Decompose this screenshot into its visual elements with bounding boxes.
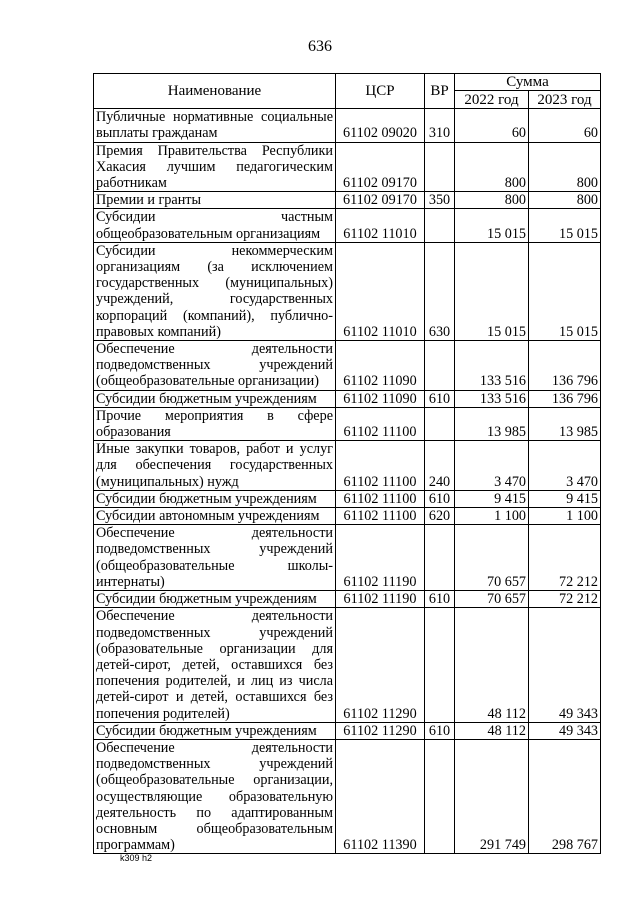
cell-sum-2022: 15 015 [455,242,529,340]
footer-document-code: k309 h2 [120,853,153,863]
cell-vr [425,209,455,242]
budget-table [93,73,601,854]
cell-vr: 610 [425,390,455,407]
table-row [94,591,601,608]
cell-sum-2023: 60 [529,109,601,142]
cell-vr [425,525,455,591]
cell-csr: 61102 11290 [336,722,425,739]
cell-name: Субсидии бюджетным учреждениям [94,390,336,407]
cell-name: Премии и гранты [94,192,336,209]
cell-csr: 61102 11090 [336,341,425,391]
cell-sum-2022: 800 [455,192,529,209]
cell-sum-2022: 133 516 [455,341,529,391]
cell-vr: 240 [425,441,455,491]
cell-vr: 310 [425,109,455,142]
table-row [94,441,601,491]
cell-name: Обеспечение деятельности подведомственных учреждений (общеобразовательные организации, осуществляющие образовательную деятельность по адаптированным основным общеобразовательным программам) [94,739,336,853]
cell-vr: 610 [425,722,455,739]
cell-vr: 350 [425,192,455,209]
table-row [94,390,601,407]
table-row [94,242,601,340]
cell-sum-2022: 1 100 [455,508,529,525]
table-row [94,608,601,722]
cell-name: Субсидии бюджетным учреждениям [94,591,336,608]
table-row [94,739,601,853]
cell-csr: 61102 11010 [336,242,425,340]
cell-name: Субсидии некоммерческим организациям (за исключением государственных (муниципальных) учреждений, государственных корпораций (компаний), публично-правовых компаний) [94,242,336,340]
table-row [94,192,601,209]
cell-vr [425,142,455,192]
cell-name: Публичные нормативные социальные выплаты гражданам [94,109,336,142]
cell-vr [425,341,455,391]
cell-sum-2023: 800 [529,192,601,209]
cell-sum-2022: 60 [455,109,529,142]
cell-sum-2022: 70 657 [455,591,529,608]
cell-csr: 61102 09170 [336,142,425,192]
cell-vr [425,407,455,440]
table-row [94,525,601,591]
cell-name: Субсидии частным общеобразовательным организациям [94,209,336,242]
cell-sum-2023: 15 015 [529,209,601,242]
cell-sum-2022: 48 112 [455,722,529,739]
cell-name: Субсидии бюджетным учреждениям [94,722,336,739]
cell-sum-2023: 298 767 [529,739,601,853]
cell-sum-2023: 49 343 [529,722,601,739]
cell-csr: 61102 09170 [336,192,425,209]
cell-sum-2022: 3 470 [455,441,529,491]
cell-name: Субсидии автономным учреждениям [94,508,336,525]
cell-sum-2022: 133 516 [455,390,529,407]
cell-name: Обеспечение деятельности подведомственных учреждений (общеобразовательные школы-интернаты) [94,525,336,591]
cell-csr: 61102 11100 [336,508,425,525]
cell-sum-2023: 136 796 [529,341,601,391]
cell-sum-2023: 800 [529,142,601,192]
cell-csr: 61102 11090 [336,390,425,407]
cell-sum-2023: 72 212 [529,525,601,591]
table-row [94,490,601,507]
cell-sum-2022: 48 112 [455,608,529,722]
cell-sum-2022: 800 [455,142,529,192]
table-body [94,109,601,854]
cell-sum-2022: 70 657 [455,525,529,591]
cell-name: Обеспечение деятельности подведомственных учреждений (образовательные организации для детей-сирот, детей, оставшихся без попечения родителей, и лиц из числа детей-сирот и детей, оставшихся без попечения родителей) [94,608,336,722]
cell-name: Прочие мероприятия в сфере образования [94,407,336,440]
table-row [94,209,601,242]
cell-csr: 61102 11290 [336,608,425,722]
cell-sum-2022: 291 749 [455,739,529,853]
header-sum: Сумма [455,74,601,91]
cell-vr: 630 [425,242,455,340]
cell-sum-2023: 15 015 [529,242,601,340]
cell-sum-2022: 15 015 [455,209,529,242]
header-name: Наименование [94,74,336,109]
cell-sum-2023: 3 470 [529,441,601,491]
cell-vr: 610 [425,490,455,507]
cell-vr: 620 [425,508,455,525]
cell-sum-2023: 13 985 [529,407,601,440]
cell-sum-2023: 9 415 [529,490,601,507]
cell-name: Премия Правительства Республики Хакасия лучшим педагогическим работникам [94,142,336,192]
cell-csr: 61102 11100 [336,441,425,491]
cell-name: Иные закупки товаров, работ и услуг для обеспечения государственных (муниципальных) нужд [94,441,336,491]
cell-name: Субсидии бюджетным учреждениям [94,490,336,507]
cell-csr: 61102 11190 [336,525,425,591]
table-row [94,407,601,440]
cell-vr [425,608,455,722]
table-row [94,508,601,525]
cell-sum-2023: 72 212 [529,591,601,608]
table-row [94,341,601,391]
cell-name: Обеспечение деятельности подведомственных учреждений (общеобразовательные организации) [94,341,336,391]
table-row [94,722,601,739]
table-row [94,109,601,142]
table-row [94,142,601,192]
cell-sum-2023: 136 796 [529,390,601,407]
cell-sum-2023: 1 100 [529,508,601,525]
cell-csr: 61102 11010 [336,209,425,242]
header-year-2022: 2022 год [455,91,529,109]
cell-csr: 61102 11190 [336,591,425,608]
cell-sum-2023: 49 343 [529,608,601,722]
header-year-2023: 2023 год [529,91,601,109]
header-csr: ЦСР [336,74,425,109]
cell-csr: 61102 09020 [336,109,425,142]
cell-csr: 61102 11390 [336,739,425,853]
page-number: 636 [308,38,332,55]
cell-csr: 61102 11100 [336,407,425,440]
cell-sum-2022: 13 985 [455,407,529,440]
header-vr: ВР [425,74,455,109]
cell-vr [425,739,455,853]
cell-csr: 61102 11100 [336,490,425,507]
table-header [94,74,601,109]
cell-vr: 610 [425,591,455,608]
cell-sum-2022: 9 415 [455,490,529,507]
